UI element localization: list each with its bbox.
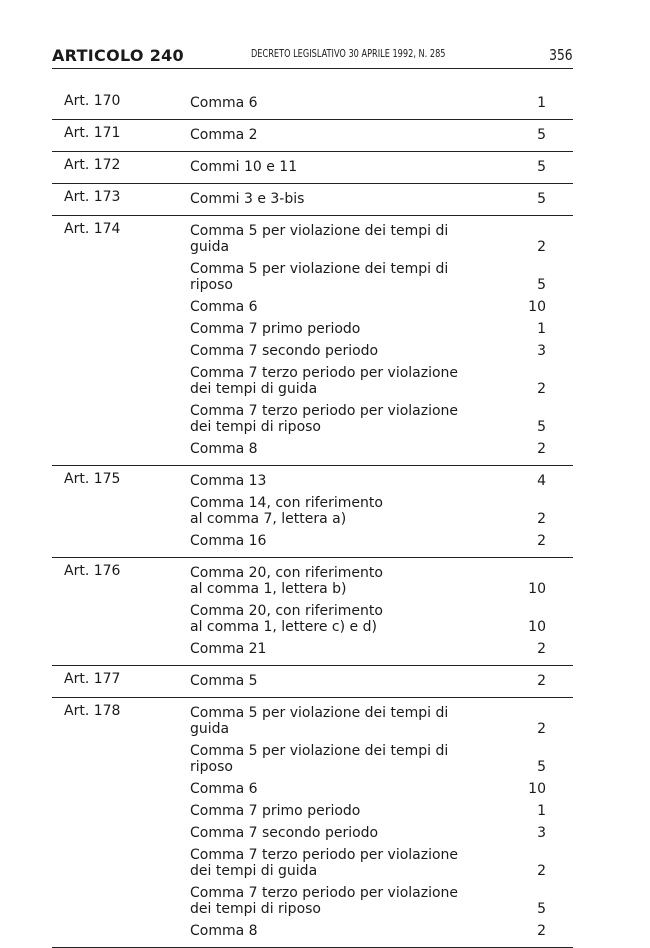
points-value: 2 [537, 673, 546, 689]
description-line: Comma 7 terzo periodo per violazione [190, 885, 459, 901]
article-heading: ARTICOLO 240 [52, 46, 184, 65]
table-row [190, 920, 573, 942]
description-line: Commi 10 e 11 [190, 159, 298, 175]
description-line: Comma 13 [190, 473, 267, 489]
page-header [52, 44, 573, 69]
points-value: 2 [537, 863, 546, 879]
points-value: 2 [537, 239, 546, 255]
table-row [190, 844, 573, 882]
points-value: 2 [537, 721, 546, 737]
article-label: Art. 170 [64, 93, 121, 109]
points-value: 10 [528, 781, 546, 797]
table-row [190, 188, 573, 210]
table-row [190, 670, 573, 692]
description-line: Comma 7 primo periodo [190, 321, 361, 337]
comma-description [190, 299, 490, 315]
table-row [190, 562, 573, 600]
description-line: Comma 7 secondo periodo [190, 343, 379, 359]
points-value: 2 [537, 511, 546, 527]
article-group [52, 88, 573, 120]
table-row [190, 530, 573, 552]
table-row [190, 740, 573, 778]
description-line: Comma 5 per violazione dei tempi di guida [190, 705, 449, 737]
comma-description [190, 641, 490, 657]
article-group [52, 152, 573, 184]
description-line: Comma 16 [190, 533, 267, 549]
points-value: 3 [537, 343, 546, 359]
article-label: Art. 171 [64, 125, 121, 141]
table-row [190, 220, 573, 258]
points-value: 5 [537, 127, 546, 143]
points-value: 5 [537, 901, 546, 917]
description-line: Comma 2 [190, 127, 258, 143]
points-value: 1 [537, 321, 546, 337]
description-line: dei tempi di riposo [190, 901, 321, 917]
article-label: Art. 177 [64, 671, 121, 687]
comma-description [190, 825, 490, 841]
table-row [190, 600, 573, 638]
table-row [190, 124, 573, 146]
table-row [190, 778, 573, 800]
points-value: 10 [528, 581, 546, 597]
table-row [190, 258, 573, 296]
description-line: Comma 7 primo periodo [190, 803, 361, 819]
points-value: 2 [537, 381, 546, 397]
table-row [190, 800, 573, 822]
description-line: Comma 8 [190, 441, 258, 457]
description-line: dei tempi di guida [190, 381, 318, 397]
article-label: Art. 176 [64, 563, 121, 579]
table-row [190, 340, 573, 362]
points-value: 3 [537, 825, 546, 841]
comma-description [190, 223, 490, 255]
article-label: Art. 173 [64, 189, 121, 205]
description-line: Comma 6 [190, 95, 258, 111]
description-line: Comma 8 [190, 923, 258, 939]
comma-description [190, 533, 490, 549]
points-value: 5 [537, 191, 546, 207]
article-group [52, 120, 573, 152]
article-label: Art. 175 [64, 471, 121, 487]
comma-description [190, 743, 490, 775]
comma-description [190, 473, 490, 489]
comma-description [190, 365, 490, 397]
points-value: 5 [537, 419, 546, 435]
comma-description [190, 403, 490, 435]
table-row [190, 438, 573, 460]
table-row [190, 822, 573, 844]
table-row [190, 296, 573, 318]
points-value: 2 [537, 441, 546, 457]
comma-description [190, 321, 490, 337]
description-line: Comma 5 per violazione dei tempi di riposo [190, 743, 449, 775]
comma-description [190, 159, 490, 175]
description-line: dei tempi di riposo [190, 419, 321, 435]
page-number: 356 [549, 46, 573, 64]
table-row [190, 318, 573, 340]
table-row [190, 492, 573, 530]
points-value: 1 [537, 95, 546, 111]
description-line: al comma 7, lettera a) [190, 511, 347, 527]
table-row [190, 638, 573, 660]
running-title: DECRETO LEGISLATIVO 30 APRILE 1992, N. 285 [251, 48, 446, 60]
comma-description [190, 603, 490, 635]
article-group [52, 698, 573, 948]
description-line: Comma 6 [190, 781, 258, 797]
article-group [52, 184, 573, 216]
points-value: 2 [537, 641, 546, 657]
comma-description [190, 441, 490, 457]
table-row [190, 92, 573, 114]
points-value: 5 [537, 159, 546, 175]
description-line: Comma 20, con riferimento [190, 603, 383, 619]
article-label: Art. 174 [64, 221, 121, 237]
points-value: 5 [537, 277, 546, 293]
description-line: Commi 3 e 3-bis [190, 191, 305, 207]
table-row [190, 362, 573, 400]
comma-description [190, 705, 490, 737]
comma-description [190, 191, 490, 207]
comma-description [190, 847, 490, 879]
description-line: al comma 1, lettera b) [190, 581, 347, 597]
description-line: Comma 5 [190, 673, 258, 689]
description-line: Comma 20, con riferimento [190, 565, 383, 581]
points-value: 10 [528, 619, 546, 635]
table-row [190, 882, 573, 920]
points-value: 10 [528, 299, 546, 315]
description-line: Comma 6 [190, 299, 258, 315]
description-line: Comma 5 per violazione dei tempi di guida [190, 223, 449, 255]
comma-description [190, 343, 490, 359]
description-line: Comma 14, con riferimento [190, 495, 383, 511]
description-line: dei tempi di guida [190, 863, 318, 879]
table-row [190, 400, 573, 438]
points-value: 4 [537, 473, 546, 489]
table-row [190, 156, 573, 178]
description-line: Comma 7 terzo periodo per violazione [190, 403, 459, 419]
table-row [190, 470, 573, 492]
penalty-table [52, 88, 573, 948]
article-label: Art. 178 [64, 703, 121, 719]
article-group [52, 216, 573, 466]
description-line: Comma 7 terzo periodo per violazione [190, 847, 459, 863]
comma-description [190, 885, 490, 917]
article-group [52, 558, 573, 666]
points-value: 5 [537, 759, 546, 775]
comma-description [190, 673, 490, 689]
points-value: 2 [537, 533, 546, 549]
comma-description [190, 781, 490, 797]
description-line: Comma 7 terzo periodo per violazione [190, 365, 459, 381]
description-line: Comma 21 [190, 641, 267, 657]
article-group [52, 666, 573, 698]
points-value: 2 [537, 923, 546, 939]
comma-description [190, 95, 490, 111]
comma-description [190, 923, 490, 939]
description-line: al comma 1, lettere c) e d) [190, 619, 377, 635]
comma-description [190, 495, 490, 527]
comma-description [190, 261, 490, 293]
article-label: Art. 172 [64, 157, 121, 173]
article-group [52, 466, 573, 558]
comma-description [190, 565, 490, 597]
description-line: Comma 7 secondo periodo [190, 825, 379, 841]
description-line: Comma 5 per violazione dei tempi di riposo [190, 261, 449, 293]
points-value: 1 [537, 803, 546, 819]
comma-description [190, 127, 490, 143]
comma-description [190, 803, 490, 819]
table-row [190, 702, 573, 740]
